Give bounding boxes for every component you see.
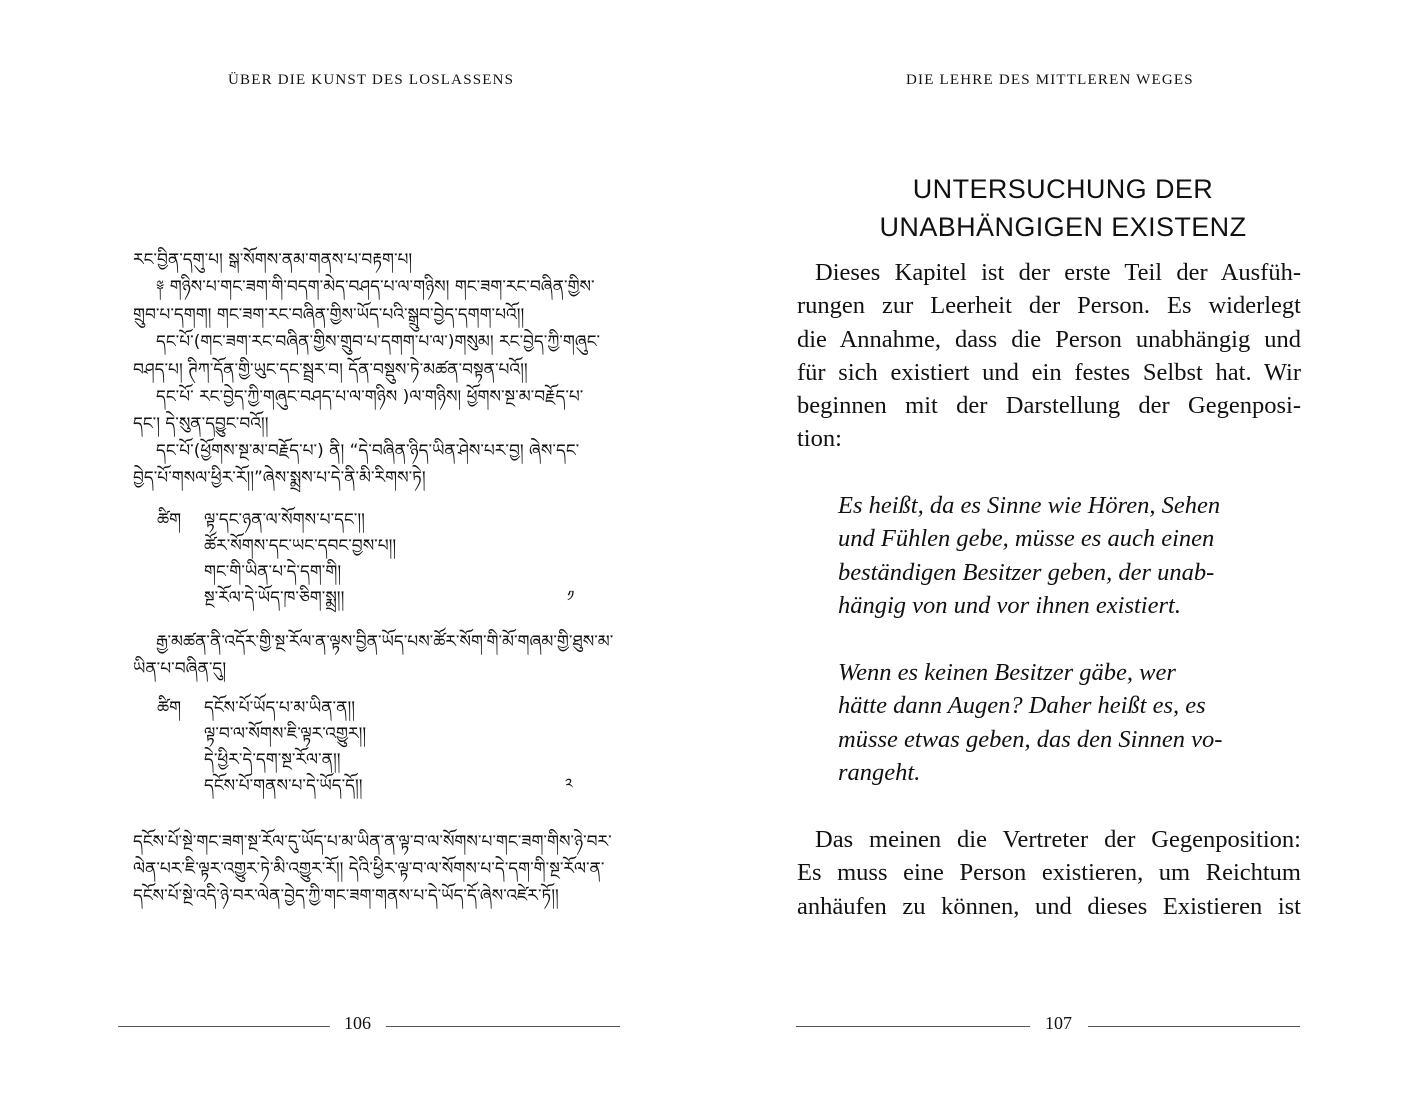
final-paragraph (797, 823, 1301, 923)
intro-paragraph (797, 256, 1301, 456)
text-line: Dieses Kapitel ist der erste Teil der Ausfüh- (815, 259, 1301, 286)
verse-line: དངོས་པོ་ཡོད་པ་མ་ཡིན་ན།། (204, 698, 355, 718)
verse-number: ༢ (565, 775, 573, 793)
verse-line: ལྟ་བ་ལ་སོགས་ཇི་ལྟར་འགྱུར།། (204, 724, 367, 744)
chapter-title-line: UNTERSUCHUNG DER (912, 174, 1214, 205)
text-line: rungen zur Leerheit der Person. Es widerlegt (797, 292, 1301, 320)
right-page (708, 0, 1417, 1104)
verse-label: ཚིག (157, 510, 182, 530)
footer-rule-right (1088, 1026, 1300, 1027)
footer-rule-right (386, 1026, 620, 1027)
page-number-left: 106 (344, 1013, 371, 1033)
verse-line: དེ་ཕྱིར་དེ་དག་སྔ་རོལ་ན།། (204, 750, 341, 770)
chapter-title-line: UNABHÄNGIGEN EXISTENZ (879, 212, 1247, 243)
verse-line: གང་གི་ཡིན་པ་དེ་དག་གི། (204, 562, 342, 582)
tibetan-line: དང་། དེ་སུན་དབྱུང་བའོ།། (133, 414, 269, 434)
quote-line: rangeht. (838, 758, 921, 786)
running-head-left: ÜBER DIE KUNST DES LOSLASSENS (228, 72, 515, 88)
text-line: tion: (797, 425, 842, 453)
tibetan-line: དང་པོ་ རང་བྱེད་ཀྱི་གཞུང་བཤད་པ་ལ་གཉིས )ལ་གཉིས། ཕྱོགས་སྔ་མ་བརྗོད་པ་ (156, 387, 584, 407)
quote-line: Es heißt, da es Sinne wie Hören, Sehen (838, 492, 1221, 519)
text-line: die Annahme, dass die Person unabhängig und (797, 325, 1301, 353)
tibetan-line: བྱེད་པོ་གསལ་ཕྱིར་རོ།།”ཞེས་སྨྲས་པ་དེ་ནི་མི་རིགས་ཏེ། (133, 468, 426, 488)
running-head-right: DIE LEHRE DES MITTLEREN WEGES (906, 72, 1194, 88)
footer-rule-left (796, 1026, 1030, 1027)
quote-block-1 (838, 489, 1258, 622)
quote-block-2 (838, 656, 1258, 789)
verse-line: ལྟ་དང་ཉན་ལ་སོགས་པ་དང་།། (204, 510, 365, 530)
tibetan-heading: རང་བྱིན་དགུ་པ། སྒ་སོགས་ནམ་གནས་པ་བརྟག་པ། (133, 250, 413, 270)
quote-line: Wenn es keinen Besitzer gäbe, wer (838, 659, 1176, 686)
text-line: anhäufen zu können, und dieses Existieren ist (797, 892, 1301, 920)
left-page (0, 0, 708, 1104)
quote-line: und Fühlen gebe, müsse es auch einen (838, 525, 1215, 553)
chapter-title (768, 170, 1358, 246)
verse-label: ཚིག (157, 698, 182, 718)
tibetan-line: དངོས་པོ་སྔེ་འདི་ཉེ་བར་ལེན་བྱེད་ཀྱི་གང་ཟག་གནས་པ་དེ་ཡོད་དོ་ཞེས་འཛེར་ཏོ།། (133, 886, 559, 906)
quote-line: hätte dann Augen? Daher heißt es, es (838, 692, 1206, 720)
text-line: beginnen mit der Darstellung der Gegenposi- (797, 392, 1301, 420)
tibetan-line: ལེན་པར་ཇི་ལྟར་འགྱུར་ཏེ་མི་འགྱུར་རོ།། དེའི་ཕྱིར་ལྟ་བ་ལ་སོགས་པ་དེ་དག་གི་སྔ་རོལ་ན་ (133, 859, 605, 879)
text-line: Es muss eine Person existieren, um Reichtum (797, 859, 1301, 887)
quote-line: beständigen Besitzer geben, der unab- (838, 558, 1215, 586)
tibetan-line: གྲུབ་པ་དགག། གང་ཟག་རང་བཞིན་གྱིས་ཡོད་པའི་སྒྲུབ་བྱེད་དགག་པའོ།། (133, 305, 525, 325)
tibetan-line: ༈ གཉིས་པ་གང་ཟག་གི་བདག་མེད་བཤད་པ་ལ་གཉིས། གང་ཟག་རང་བཞིན་གྱིས་ (156, 277, 595, 297)
verse-number: ༡ (567, 587, 575, 605)
tibetan-line: དང་པོ་(ཕྱོགས་སྔ་མ་བརྗོད་པ་) ནི། “དེ་བཞིན་ཉིད་ཡིན་ཤེས་པར་བྱ། ཞེས་དང་ (156, 441, 580, 461)
tibetan-line: དང་པོ་(གང་ཟག་རང་བཞིན་གྱིས་གྲུབ་པ་དགག་པ་ལ་)གསུམ། རང་བྱེད་ཀྱི་གཞུང་ (156, 332, 601, 352)
text-line: für sich existiert und ein festes Selbst hat. Wir (797, 358, 1301, 386)
text-line: Das meinen die Vertreter der Gegenposition: (815, 826, 1301, 853)
tibetan-line: རྒྱ་མཚན་ནི་འདོར་གྱི་སྔ་རོལ་ན་ལྟས་བྱིན་ཡོད་པས་ཚོར་སོག་གི་མོ་གཞམ་གྱི་ཐུས་མ་ (156, 632, 614, 652)
verse-line: སྔ་རོལ་དེ་ཡོད་ཁ་ཅིག་སྨྲ།། (204, 588, 345, 608)
page-number-right: 107 (1045, 1013, 1072, 1033)
footer-rule-left (118, 1026, 330, 1027)
tibetan-line: བཤད་པ། ཊིཀ་དོན་གྱི་ཡུང་དང་སྦྲར་བ། དོན་བསྡུས་ཏེ་མཚན་བསྟན་པའོ།། (133, 360, 528, 380)
verse-line: ཚོར་སོགས་དང་ཡང་དབང་བྱས་པ།། (204, 536, 397, 556)
verse-line: དངོས་པོ་གནས་པ་དེ་ཡོད་དོ།། (204, 776, 363, 796)
tibetan-line: དངོས་པོ་སྔེ་གང་ཟག་སྔ་རོལ་དུ་ཡོད་པ་མ་ཡིན་ན་ལྟ་བ་ལ་སོགས་པ་གང་ཟག་གིས་ཉེ་བར་ (133, 832, 612, 852)
quote-line: müsse etwas geben, das den Sinnen vo- (838, 725, 1223, 753)
quote-line: hängig von und vor ihnen existiert. (838, 591, 1181, 619)
tibetan-line: ཡིན་པ་བཞིན་དུ། (133, 659, 227, 679)
